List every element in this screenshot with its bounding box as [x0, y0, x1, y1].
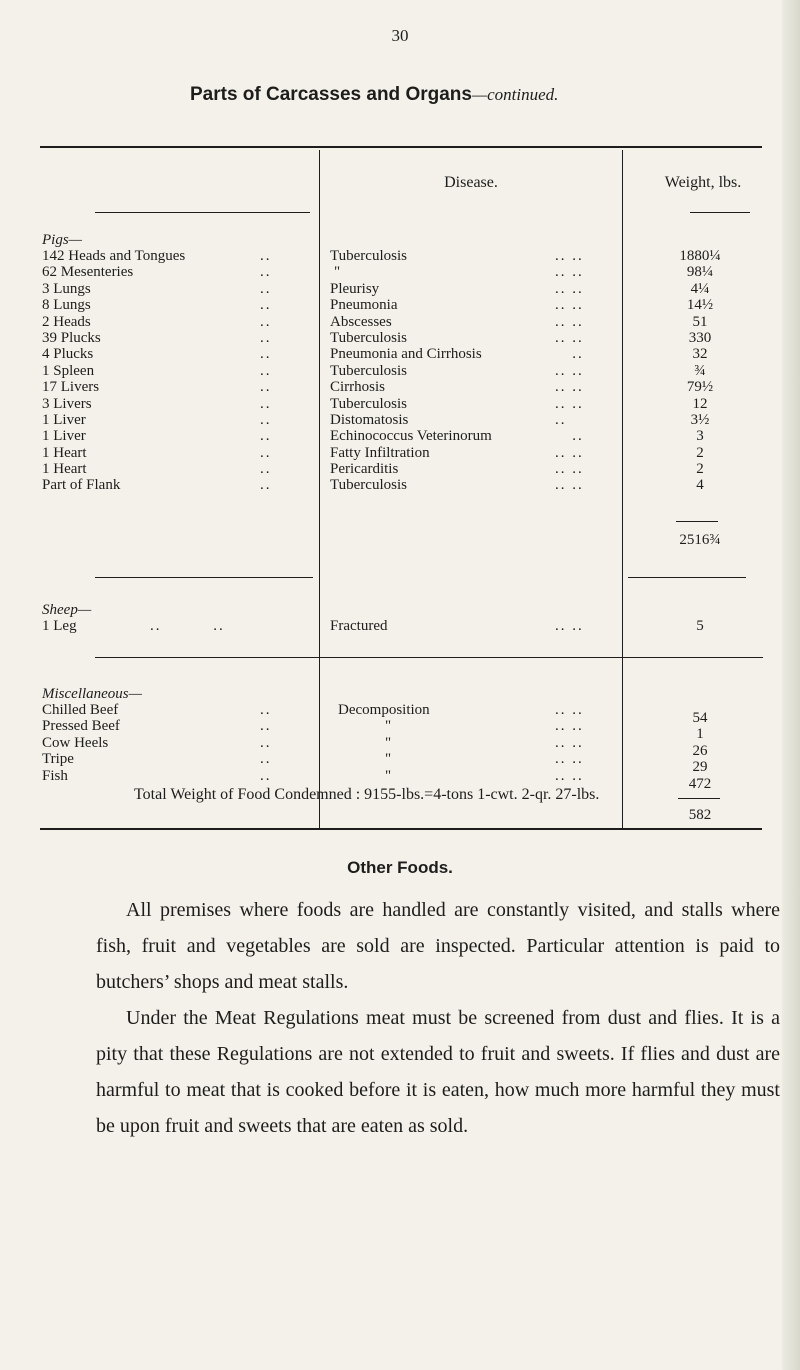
sheep-section-rule — [95, 657, 763, 658]
list-item: 1 Heart .. — [42, 461, 272, 478]
list-item: 1 Spleen .. — [42, 362, 272, 379]
list-item: Pericarditis .. .. — [330, 461, 584, 478]
misc-item-list — [42, 702, 317, 784]
heading-title: Parts of Carcasses and Organs — [190, 84, 472, 105]
list-item: Decomposition .. .. — [338, 702, 584, 718]
list-item: 39 Plucks .. — [42, 329, 272, 346]
column-divider-2 — [622, 150, 623, 830]
list-item: 2 Heads .. — [42, 313, 272, 330]
list-item: 142 Heads and Tongues .. — [42, 248, 272, 264]
list-item: 54 — [692, 710, 708, 726]
other-foods-heading: Other Foods. — [347, 858, 453, 877]
table-bottom-rule — [40, 828, 762, 830]
pigs-subtotal: 2516¾ — [679, 532, 721, 548]
list-item: 32 — [692, 346, 708, 363]
list-item: Fish .. — [42, 767, 272, 784]
header-weight: Weight, lbs. — [664, 174, 742, 191]
list-item: 3½ — [690, 411, 710, 428]
page-number: 30 — [391, 26, 409, 45]
pigs-item-list — [42, 248, 317, 494]
list-item: 4 — [696, 477, 704, 494]
pigs-section-rule — [95, 577, 313, 578]
list-item: 62 Mesenteries .. — [42, 264, 272, 281]
list-item: Chilled Beef .. — [42, 702, 272, 718]
header-underline-left — [95, 212, 310, 213]
section-title-pigs: Pigs— — [42, 232, 83, 248]
list-item: 79½ — [686, 379, 714, 396]
section-title-sheep: Sheep— — [42, 602, 92, 618]
list-item: 8 Lungs .. — [42, 297, 272, 314]
list-item: " .. .. — [334, 264, 584, 281]
list-item: 3 — [696, 428, 704, 445]
section-title-miscellaneous: Miscellaneous— — [42, 686, 142, 702]
list-item: 4¼ — [690, 280, 710, 297]
misc-subtotal: 582 — [688, 807, 712, 823]
pigs-subtotal-rule — [676, 521, 718, 522]
header-disease: Disease. — [444, 174, 498, 191]
misc-subtotal-rule — [678, 798, 720, 799]
list-item: 1 Liver .. — [42, 411, 272, 428]
paragraph: Under the Meat Regulations meat must be screened from dust and flies. It is a pity that these Regulations are not extended to fruit and sweets. If flies and dust are harmful to meat that is cooked before it is eaten, how much more harmful they must be upon fruit and sweets that are eaten as sold. — [96, 1007, 780, 1137]
list-item: 12 — [692, 395, 708, 412]
list-item: Pneumonia .. .. — [330, 297, 584, 314]
sheep-item-list — [42, 618, 317, 634]
list-item: 1880¼ — [679, 248, 721, 264]
list-item: 14½ — [686, 297, 714, 314]
list-item: " .. .. — [385, 734, 584, 751]
list-item: Tripe .. — [42, 751, 272, 768]
total-weight-condemned: Total Weight of Food Condemned : 9155-lbs.=4-tons 1-cwt. 2-qr. 27-lbs. — [134, 786, 600, 803]
list-item: Tuberculosis .. .. — [330, 477, 584, 494]
list-item: Pressed Beef .. — [42, 718, 272, 735]
list-item: 1 Liver .. — [42, 428, 272, 445]
page-edge — [782, 0, 800, 1370]
list-item: Cow Heels .. — [42, 734, 272, 751]
list-item: 472 — [688, 775, 712, 792]
list-item: Fractured .. .. — [330, 618, 584, 634]
list-item: " .. .. — [385, 767, 584, 784]
list-item: Fatty Infiltration .. .. — [330, 444, 584, 461]
list-item: 4 Plucks .. — [42, 346, 272, 363]
pigs-disease-list — [330, 248, 615, 494]
list-item: 26 — [692, 742, 708, 759]
page-heading — [190, 84, 558, 106]
header-underline-right — [690, 212, 750, 213]
list-item: 2 — [696, 444, 704, 461]
list-item: 17 Livers .. — [42, 379, 272, 396]
paragraph: All premises where foods are handled are constantly visited, and stalls where fish, fruit and vegetables are sold are inspected. Particular attention is paid to butchers’ shops and meat stalls. — [96, 899, 780, 993]
pigs-section-rule-right — [628, 577, 746, 578]
pigs-weight-list — [630, 248, 770, 494]
list-item: " .. .. — [385, 751, 584, 768]
list-item: Tuberculosis .. .. — [330, 329, 584, 346]
misc-weight-list — [630, 710, 770, 792]
list-item: 51 — [692, 313, 708, 330]
list-item: 1 — [696, 726, 704, 743]
list-item: Distomatosis .. — [330, 411, 567, 428]
list-item: 2 — [696, 461, 704, 478]
list-item: 1 Leg .. .. — [42, 618, 225, 634]
list-item: ¾ — [694, 362, 706, 379]
list-item: 5 — [696, 618, 704, 634]
list-item: 1 Heart .. — [42, 444, 272, 461]
column-divider-1 — [319, 150, 320, 830]
list-item: Tuberculosis .. .. — [330, 248, 584, 264]
list-item: Cirrhosis .. .. — [330, 379, 584, 396]
table-top-rule — [40, 146, 762, 148]
list-item: 330 — [688, 329, 712, 346]
list-item: 98¼ — [686, 264, 714, 281]
list-item: Tuberculosis .. .. — [330, 395, 584, 412]
heading-continued: —continued. — [471, 85, 559, 104]
list-item: 3 Lungs .. — [42, 280, 272, 297]
list-item: Pneumonia and Cirrhosis .. — [330, 346, 584, 363]
list-item: Tuberculosis .. .. — [330, 362, 584, 379]
sheep-weight-list — [630, 618, 770, 634]
list-item: Pleurisy .. .. — [330, 280, 584, 297]
list-item: 29 — [692, 759, 708, 776]
misc-disease-list — [330, 702, 615, 784]
list-item: 3 Livers .. — [42, 395, 272, 412]
list-item: Abscesses .. .. — [330, 313, 584, 330]
list-item: Part of Flank .. — [42, 477, 272, 494]
sheep-disease-list — [330, 618, 615, 634]
list-item: " .. .. — [385, 718, 584, 735]
list-item: Echinococcus Veterinorum .. — [330, 428, 584, 445]
